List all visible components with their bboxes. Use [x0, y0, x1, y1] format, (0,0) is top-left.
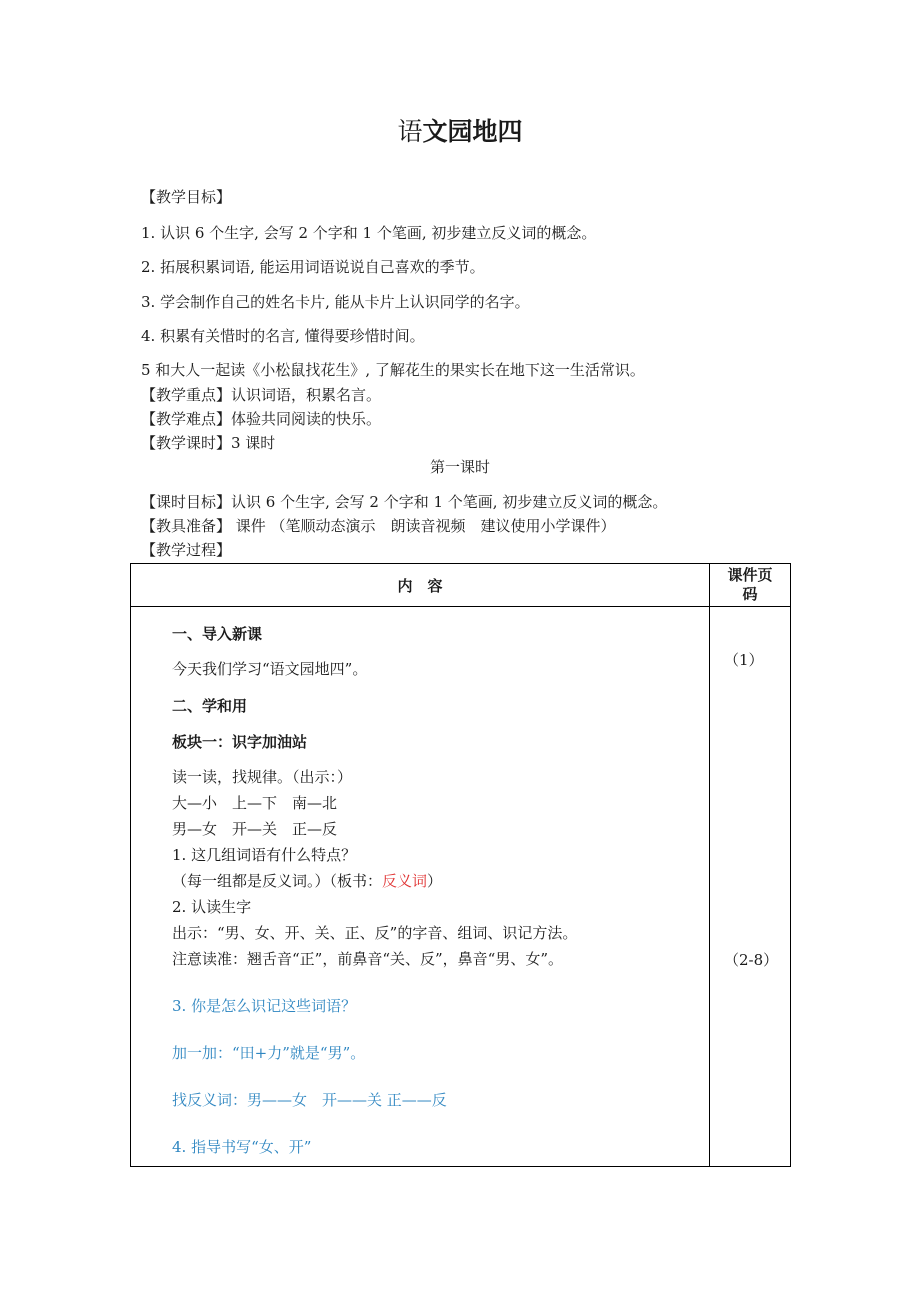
objective-1: 1. 认识 6 个生字, 会写 2 个字和 1 个笔画, 初步建立反义词的概念。 — [141, 224, 597, 242]
teaching-hours: 【教学课时】3 课时 — [141, 434, 276, 452]
objective-3: 3. 学会制作自己的姓名卡片, 能从卡片上认识同学的名字。 — [141, 293, 530, 311]
section-intro: 一、导入新课 — [172, 625, 263, 643]
read-instruction: 读一读，找规律。（出示：） — [172, 768, 353, 786]
process-label: 【教学过程】 — [141, 541, 232, 559]
difficulty: 【教学难点】体验共同阅读的快乐。 — [141, 410, 382, 428]
page-ref-2: （2-8） — [724, 951, 779, 969]
teaching-tools: 【教具准备】 课件 （笔顺动态演示 朗读音视频 建议使用小学课件） — [141, 517, 616, 535]
content-cell — [131, 607, 710, 1167]
question-4: 4. 指导书写“女、开” — [172, 1138, 312, 1156]
objective-4: 4. 积累有关惜时的名言, 懂得要珍惜时间。 — [141, 327, 425, 345]
lesson-goal: 【课时目标】认识 6 个生字, 会写 2 个字和 1 个笔画, 初步建立反义词的概念。 — [141, 493, 668, 511]
answer-1: （每一组都是反义词。）（板书：反义词） — [172, 872, 443, 890]
section-learn: 二、学和用 — [172, 697, 248, 715]
intro-text: 今天我们学习“语文园地四”。 — [172, 660, 368, 678]
page-ref-1: （1） — [724, 651, 764, 669]
find-antonyms: 找反义词：男——女 开——关 正——反 — [172, 1091, 447, 1109]
objectives-label: 【教学目标】 — [141, 188, 232, 206]
lesson-heading: 第一课时 — [429, 458, 490, 476]
objective-2: 2. 拓展积累词语, 能运用词语说说自己喜欢的季节。 — [141, 258, 485, 276]
title-first-char: 语 — [397, 117, 423, 146]
show-characters: 出示：“男、女、开、关、正、反”的字音、组词、识记方法。 — [172, 924, 578, 942]
content-header: 内 容 — [131, 564, 710, 607]
key-point: 【教学重点】认识词语，积累名言。 — [141, 386, 382, 404]
page-code-header: 课件页 码 — [710, 564, 791, 607]
question-3: 3. 你是怎么识记这些词语？ — [172, 997, 357, 1015]
title-rest: 文园地四 — [422, 117, 523, 146]
question-2: 2. 认读生字 — [172, 898, 252, 916]
word-pairs-1: 大—小 上—下 南—北 — [172, 794, 338, 812]
process-table — [130, 563, 791, 1167]
page-title — [0, 112, 920, 148]
objective-5: 5 和大人一起读《小松鼠找花生》, 了解花生的果实长在地下这一生活常识。 — [141, 361, 645, 379]
table-body-row — [131, 607, 791, 1167]
question-1: 1. 这几组词语有什么特点？ — [172, 846, 357, 864]
add-method: 加一加：“田+力”就是“男”。 — [172, 1044, 366, 1062]
pronunciation-note: 注意读准：翘舌音“正”，前鼻音“关、反”，鼻音“男、女”。 — [172, 950, 564, 968]
block-literacy: 板块一：识字加油站 — [172, 733, 308, 751]
page-code-cell — [710, 607, 791, 1167]
table-header-row — [131, 564, 791, 607]
word-pairs-2: 男—女 开—关 正—反 — [172, 820, 338, 838]
board-note-antonym: 反义词 — [382, 872, 428, 890]
